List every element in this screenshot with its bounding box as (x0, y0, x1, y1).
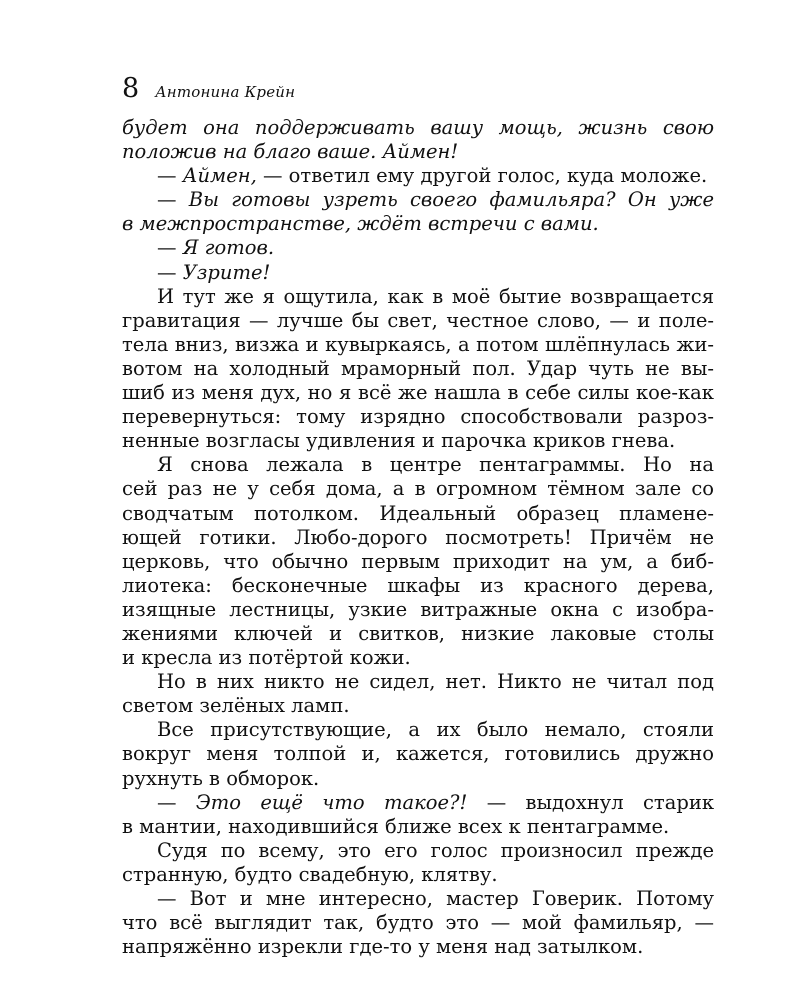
text-line (122, 887, 714, 911)
text-line (122, 429, 714, 453)
text-line (122, 911, 714, 935)
text-line (122, 309, 714, 333)
italic-text: Я готов. (182, 236, 275, 260)
regular-text: шиб из меня дух, но я всё же нашла в себе силы кое-как (122, 381, 714, 405)
regular-text: перевернуться: тому изрядно способствовали разроз- (122, 405, 714, 429)
regular-text: тела вниз, визжа и кувыркаясь, а потом шлёпнулась жи- (122, 332, 714, 356)
regular-text: церковь, что обычно первым приходит на ум, а биб- (122, 549, 714, 573)
regular-text: что всё выглядит так, будто это — мой фамильяр, — (122, 911, 714, 935)
text-line (122, 935, 714, 959)
page-number: 8 (122, 73, 140, 104)
text-line (122, 285, 714, 309)
regular-text: И тут же я ощутила, как в моё бытие возвращается (157, 284, 714, 308)
text-line (122, 236, 714, 260)
text-line (122, 550, 714, 574)
text-line (122, 646, 714, 670)
regular-text: Судя по всему, это его голос произносил прежде (157, 838, 714, 862)
regular-text: — (157, 260, 183, 284)
text-line (122, 839, 714, 863)
italic-text: Узрите! (182, 260, 271, 284)
regular-text: лиотека: бесконечные шкафы из красного дерева, (122, 573, 714, 597)
regular-text: — выдохнул старик (467, 790, 714, 814)
regular-text: ющей готики. Любо-дорого посмотреть! Причём не (122, 525, 714, 549)
regular-text: сей раз не у себя дома, а в огромном тёмном зале со (122, 477, 714, 501)
text-line (122, 598, 714, 622)
text-line (122, 116, 714, 140)
italic-text: Вы готовы узреть своего фамильяра? Он уже (188, 188, 714, 212)
regular-text: Все присутствующие, а их было немало, стояли (157, 718, 714, 742)
text-line (122, 502, 714, 526)
text-line (122, 815, 714, 839)
italic-text: положив на благо ваше. Аймен! (122, 140, 459, 164)
text-line (122, 212, 714, 236)
regular-text: рухнуть в обморок. (122, 766, 320, 790)
regular-text: — Вот и мне интересно, мастер Говерик. Потому (157, 887, 714, 910)
text-line (122, 357, 714, 381)
regular-text: сводчатым потолком. Идеальный образец пламене- (122, 501, 714, 525)
text-line (122, 261, 714, 285)
regular-text: — ответил ему другой голос, куда моложе. (256, 164, 708, 188)
text-line (122, 767, 714, 791)
text-line (122, 405, 714, 429)
text-line (122, 188, 714, 212)
text-line (122, 140, 714, 164)
regular-text: изящные лестницы, узкие витражные окна с изобра- (122, 597, 714, 621)
regular-text: напряжённо изрекли где-то у меня над затылком. (122, 935, 644, 959)
regular-text: — (157, 164, 183, 188)
regular-text: ненные возгласы удивления и парочка криков гнева. (122, 429, 676, 453)
regular-text: — (157, 188, 189, 212)
text-line (122, 742, 714, 766)
text-line (122, 164, 714, 188)
italic-text: будет она поддерживать вашу мощь, жизнь свою (122, 116, 714, 139)
regular-text: жениями ключей и свитков, низкие лаковые столы (122, 621, 714, 645)
text-line (122, 718, 714, 742)
italic-text: в межпространстве, ждёт встречи с вами. (122, 212, 599, 236)
running-head-author: Антонина Крейн (155, 83, 296, 101)
italic-text: Это ещё что такое?! (195, 790, 468, 814)
regular-text: гравитация — лучше бы свет, честное слово, — и поле- (122, 308, 714, 332)
text-line (122, 477, 714, 501)
page-header (122, 72, 295, 106)
text-line (122, 791, 714, 815)
text-line (122, 863, 714, 887)
text-line (122, 622, 714, 646)
regular-text: Я снова лежала в центре пентаграммы. Но на (157, 453, 714, 477)
text-line (122, 694, 714, 718)
regular-text: вотом на холодный мраморный пол. Удар чуть не вы- (122, 356, 714, 380)
body-text (122, 116, 714, 959)
text-line (122, 453, 714, 477)
text-line (122, 670, 714, 694)
regular-text: светом зелёных ламп. (122, 694, 350, 718)
text-line (122, 381, 714, 405)
regular-text: Но в них никто не сидел, нет. Никто не читал под (157, 670, 714, 694)
regular-text: — (157, 790, 196, 814)
text-line (122, 574, 714, 598)
regular-text: странную, будто свадебную, клятву. (122, 862, 498, 886)
regular-text: — (157, 236, 183, 260)
text-line (122, 333, 714, 357)
regular-text: вокруг меня толпой и, кажется, готовились дружно (122, 742, 714, 766)
text-line (122, 526, 714, 550)
italic-text: Аймен, (182, 164, 257, 188)
regular-text: и кресла из потёртой кожи. (122, 646, 411, 670)
regular-text: в мантии, находившийся ближе всех к пентаграмме. (122, 814, 670, 838)
